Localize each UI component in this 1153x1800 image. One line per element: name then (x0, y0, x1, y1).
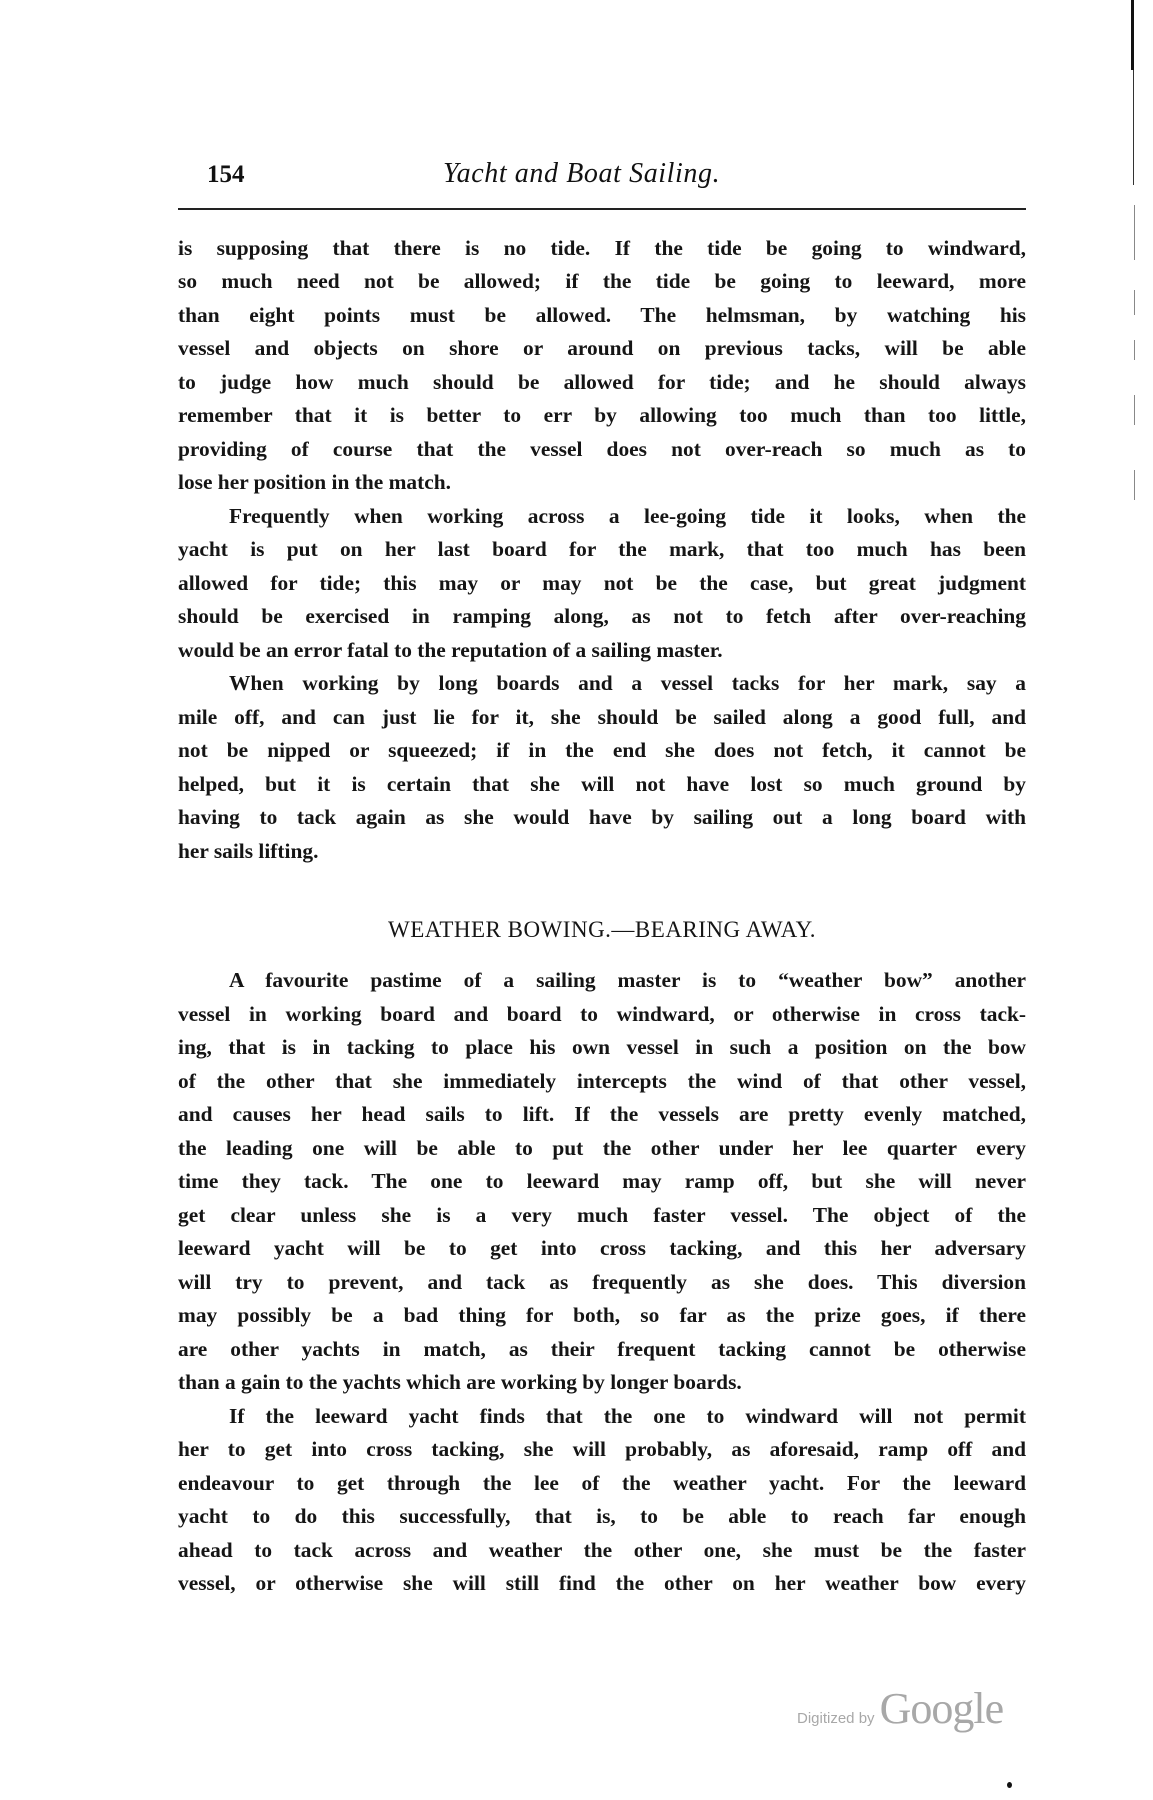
digitized-by-google-watermark (797, 1683, 1003, 1734)
text-line: leeward yacht will be to get into cross tacking, and this her adversary (178, 1236, 1026, 1260)
text-line: When working by long boards and a vessel tacks for her mark, say a (229, 671, 1026, 695)
text-line: to judge how much should be allowed for tide; and he should always (178, 370, 1026, 394)
scan-edge-mark (1134, 340, 1135, 360)
scan-edge-line (1131, 0, 1134, 70)
text-line: vessel, or otherwise she will still find the other on her weather bow every (178, 1571, 1026, 1595)
text-line: not be nipped or squeezed; if in the end she does not fetch, it cannot be (178, 738, 1026, 762)
text-line: will try to prevent, and tack as frequently as she does. This diversion (178, 1270, 1026, 1294)
text-line: the leading one will be able to put the other under her lee quarter every (178, 1136, 1026, 1160)
page-number: 154 (207, 161, 245, 188)
text-line: lose her position in the match. (178, 470, 451, 494)
text-line: time they tack. The one to leeward may ramp off, but she will never (178, 1169, 1026, 1193)
text-line: is supposing that there is no tide. If the tide be going to windward, (178, 236, 1026, 260)
text-line: A favourite pastime of a sailing master is to “weather bow” another (229, 968, 1026, 992)
header-rule (178, 208, 1026, 210)
text-line: vessel in working board and board to windward, or otherwise in cross tack- (178, 1002, 1026, 1026)
text-line: endeavour to get through the lee of the weather yacht. For the leeward (178, 1471, 1026, 1495)
text-line: having to tack again as she would have by sailing out a long board with (178, 805, 1026, 829)
text-line: may possibly be a bad thing for both, so far as the prize goes, if there (178, 1303, 1026, 1327)
text-line: than eight points must be allowed. The helmsman, by watching his (178, 303, 1026, 327)
running-title: Yacht and Boat Sailing. (443, 158, 721, 189)
text-line: mile off, and can just lie for it, she should be sailed along a good full, and (178, 705, 1026, 729)
text-line: If the leeward yacht finds that the one to windward will not permit (229, 1404, 1026, 1428)
text-line: than a gain to the yachts which are working by longer boards. (178, 1370, 742, 1394)
scan-edge-mark (1134, 205, 1135, 260)
scan-speck (1007, 1782, 1012, 1788)
scan-edge-mark (1134, 395, 1135, 425)
text-line: ing, that is in tacking to place his own vessel in such a position on the bow (178, 1035, 1026, 1059)
text-line: so much need not be allowed; if the tide be going to leeward, more (178, 269, 1026, 293)
watermark-prefix: Digitized by (797, 1710, 875, 1727)
text-line: helped, but it is certain that she will not have lost so much ground by (178, 772, 1026, 796)
text-line: allowed for tide; this may or may not be the case, but great judgment (178, 571, 1026, 595)
text-line: yacht is put on her last board for the mark, that too much has been (178, 537, 1026, 561)
google-logo: Google (879, 1684, 1004, 1733)
scan-edge-mark (1134, 470, 1135, 500)
section-heading: WEATHER BOWING.—BEARING AWAY. (388, 917, 816, 942)
text-line: get clear unless she is a very much faster vessel. The object of the (178, 1203, 1026, 1227)
text-line: and causes her head sails to lift. If the vessels are pretty evenly matched, (178, 1102, 1026, 1126)
text-line: providing of course that the vessel does not over-reach so much as to (178, 437, 1026, 461)
text-line: are other yachts in match, as their frequent tacking cannot be otherwise (178, 1337, 1026, 1361)
text-line: Frequently when working across a lee-going tide it looks, when the (229, 504, 1026, 528)
scan-edge-line (1133, 70, 1134, 185)
scan-edge-mark (1134, 290, 1135, 315)
text-line: remember that it is better to err by allowing too much than too little, (178, 403, 1026, 427)
text-line: her sails lifting. (178, 839, 319, 863)
text-line: ahead to tack across and weather the other one, she must be the faster (178, 1538, 1026, 1562)
text-line: her to get into cross tacking, she will probably, as aforesaid, ramp off and (178, 1437, 1026, 1461)
text-line: yacht to do this successfully, that is, to be able to reach far enough (178, 1504, 1026, 1528)
text-line: of the other that she immediately intercepts the wind of that other vessel, (178, 1069, 1026, 1093)
text-line: would be an error fatal to the reputation of a sailing master. (178, 638, 723, 662)
text-line: vessel and objects on shore or around on previous tacks, will be able (178, 336, 1026, 360)
text-line: should be exercised in ramping along, as not to fetch after over-reaching (178, 604, 1026, 628)
